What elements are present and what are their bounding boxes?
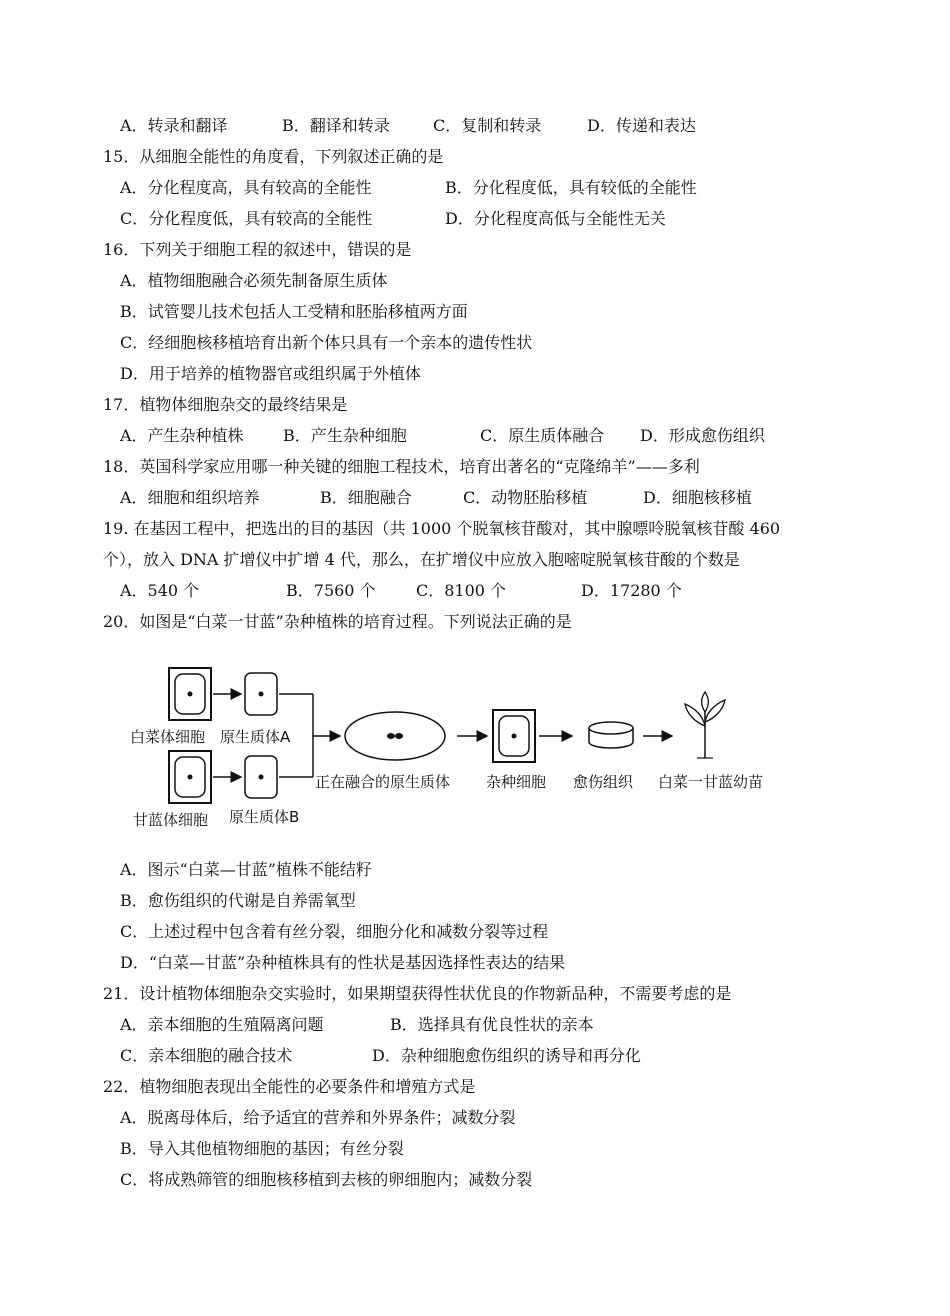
- q15-options-row-2: [120, 209, 820, 229]
- q20-option-d: D．“白菜—甘蓝”杂种植株具有的性状是基因选择性表达的结果: [120, 953, 566, 972]
- q21-option-b: B．选择具有优良性状的亲本: [390, 1015, 594, 1034]
- q15-option-b: B．分化程度低，具有较低的全能性: [445, 178, 697, 197]
- q19-options-row: [120, 581, 820, 601]
- label-fusing-protoplast: 正在融合的原生质体: [315, 773, 451, 791]
- q19-stem-line-1: 19. 在基因工程中，把选出的目的基因（共 1000 个脱氧核苷酸对，其中腺嘌呤脱氧核苷酸 460: [103, 519, 781, 538]
- protoplast-a-icon: [245, 673, 277, 715]
- q19-option-a: A．540 个: [120, 581, 200, 600]
- q19-stem-line-2: 个），放入 DNA 扩增仪中扩增 4 代，那么，在扩增仪中应放入胞嘧啶脱氧核苷酸的个数是: [103, 550, 740, 569]
- q19-option-d: D．17280 个: [581, 581, 682, 600]
- q21-stem: 21．设计植物体细胞杂交实验时，如果期望获得性状优良的作物新品种，不需要考虑的是: [103, 984, 732, 1003]
- q18-option-d: D．细胞核移植: [643, 488, 752, 507]
- q18-option-a: A．细胞和组织培养: [120, 488, 260, 507]
- q14-option-c: C．复制和转录: [433, 116, 542, 135]
- q14-option-b: B．翻译和转录: [282, 116, 390, 135]
- fusing-protoplast-icon: [345, 712, 445, 760]
- q18-option-b: B．细胞融合: [320, 488, 412, 507]
- label-kale-cell: 甘蓝体细胞: [133, 811, 209, 829]
- q17-option-d: D．形成愈伤组织: [640, 426, 765, 445]
- label-protoplast-a: 原生质体A: [220, 728, 291, 746]
- q17-option-c: C．原生质体融合: [480, 426, 605, 445]
- q21-options-row-1: [120, 1015, 820, 1035]
- q20-option-a: A．图示“白菜—甘蓝”植株不能结籽: [120, 860, 372, 879]
- q18-options-row: [120, 488, 820, 508]
- q14-option-d: D．传递和表达: [587, 116, 696, 135]
- q16-option-b: B．试管婴儿技术包括人工受精和胚胎移植两方面: [120, 302, 468, 321]
- q21-option-d: D．杂种细胞愈伤组织的诱导和再分化: [372, 1046, 641, 1065]
- q17-option-a: A．产生杂种植株: [120, 426, 244, 445]
- q20-option-c: C．上述过程中包含着有丝分裂，细胞分化和减数分裂等过程: [120, 922, 549, 941]
- q15-option-a: A．分化程度高，具有较高的全能性: [120, 178, 372, 197]
- q21-option-a: A．亲本细胞的生殖隔离问题: [120, 1015, 324, 1034]
- q15-options-row-1: [120, 178, 820, 198]
- callus-icon: [589, 722, 633, 748]
- q20-option-b: B．愈伤组织的代谢是自养需氧型: [120, 891, 356, 910]
- q17-option-b: B．产生杂种细胞: [283, 426, 407, 445]
- q15-option-d: D．分化程度高低与全能性无关: [445, 209, 666, 228]
- q15-stem: 15．从细胞全能性的角度看，下列叙述正确的是: [103, 147, 444, 166]
- q17-options-row: [120, 426, 820, 446]
- q14-option-a: A．转录和翻译: [120, 116, 228, 135]
- seedling-icon: [685, 692, 725, 758]
- q21-option-c: C．亲本细胞的融合技术: [120, 1046, 293, 1065]
- label-seedling: 白菜一甘蓝幼苗: [658, 773, 764, 791]
- q16-option-a: A．植物细胞融合必须先制备原生质体: [120, 271, 388, 290]
- q16-option-c: C．经细胞核移植培育出新个体只具有一个亲本的遗传性状: [120, 333, 533, 352]
- q22-option-a: A．脱离母体后，给予适宜的营养和外界条件；减数分裂: [120, 1108, 516, 1127]
- q17-stem: 17．植物体细胞杂交的最终结果是: [103, 395, 348, 414]
- q22-option-c: C．将成熟筛管的细胞核移植到去核的卵细胞内；减数分裂: [120, 1170, 533, 1189]
- q22-stem: 22．植物细胞表现出全能性的必要条件和增殖方式是: [103, 1077, 476, 1096]
- q19-option-b: B．7560 个: [286, 581, 376, 600]
- label-protoplast-b: 原生质体B: [229, 808, 300, 826]
- kale-cell-icon: [169, 751, 211, 803]
- label-callus: 愈伤组织: [573, 773, 634, 791]
- q22-option-b: B．导入其他植物细胞的基因；有丝分裂: [120, 1139, 404, 1158]
- q20-stem: 20．如图是“白菜一甘蓝”杂种植株的培育过程。下列说法正确的是: [103, 612, 572, 631]
- q16-stem: 16．下列关于细胞工程的叙述中，错误的是: [103, 240, 412, 259]
- q18-stem: 18．英国科学家应用哪一种关键的细胞工程技术，培育出著名的“克隆绵羊”——多利: [103, 457, 700, 476]
- q15-option-c: C．分化程度低，具有较高的全能性: [120, 209, 373, 228]
- q18-option-c: C．动物胚胎移植: [463, 488, 588, 507]
- cabbage-cell-icon: [169, 668, 211, 720]
- q19-option-c: C．8100 个: [416, 581, 507, 600]
- q14-options-row: [120, 116, 820, 136]
- label-hybrid-cell: 杂种细胞: [486, 773, 547, 791]
- q21-options-row-2: [120, 1046, 820, 1066]
- hybrid-plant-process-diagram: [125, 660, 785, 835]
- hybrid-cell-icon: [493, 710, 535, 762]
- label-cabbage-cell: 白菜体细胞: [130, 728, 206, 746]
- protoplast-b-icon: [245, 756, 277, 798]
- q16-option-d: D．用于培养的植物器官或组织属于外植体: [120, 364, 421, 383]
